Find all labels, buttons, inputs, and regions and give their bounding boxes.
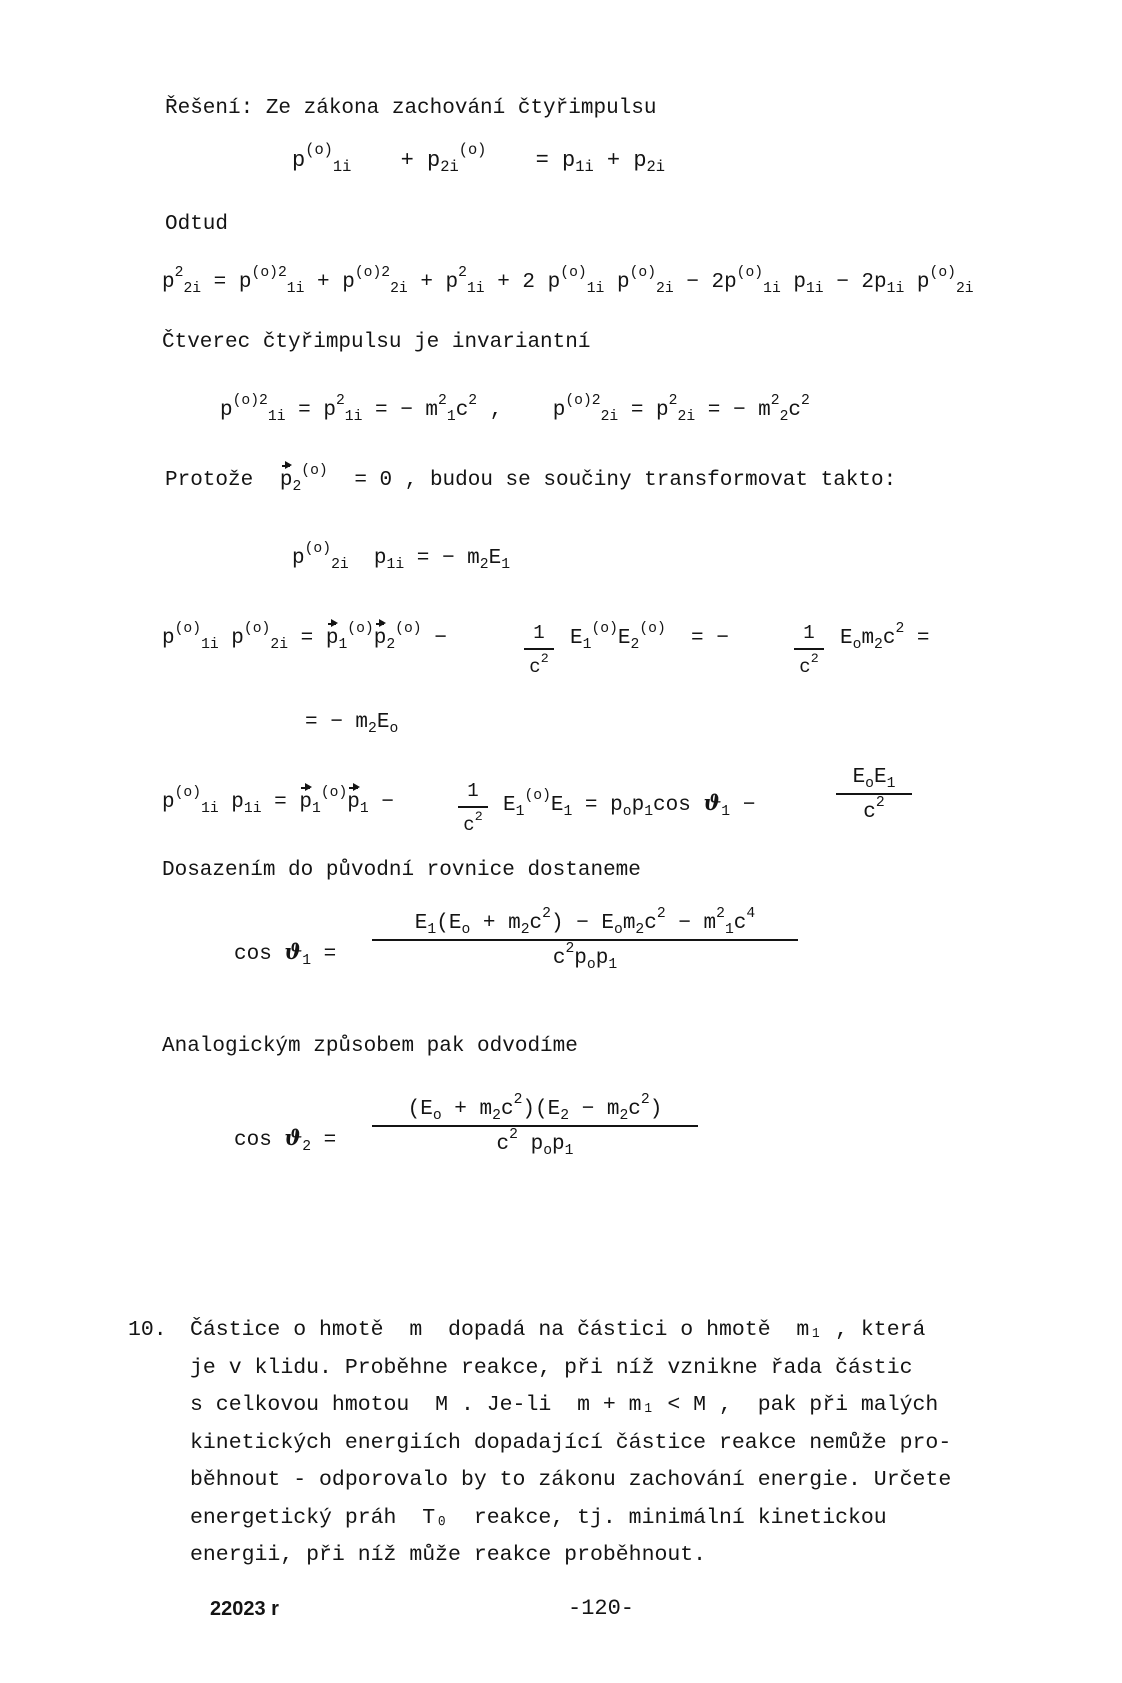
problem-text <box>190 1312 1090 1575</box>
equation-product-2-rest: $E_1^{(o)}E_2^{(o)}$ = − <box>570 620 729 654</box>
equation-product-2-end: $E_om_2c^2$ = <box>840 620 930 654</box>
fraction-one-over-c2-c: 1 $c^2$ <box>458 780 488 836</box>
equation-invariant: $p^{(o)2}_{1i} = p^2_{1i}$ = − $m^2_1c^2$ , $p^{(o)2}_{2i} = p^2_{2i}$ = − $m^2_2c^2$ <box>220 392 810 426</box>
equation-product-2: $p^{(o)}_{1i}$ $p^{(o)}_{2i} = p_1^{(o)}p_2^{(o)}$ − <box>162 620 447 654</box>
cos-theta2-lhs: $\cos ϑ_2$ = <box>234 1125 337 1156</box>
problem-line: běhnout - odporovalo by to zákonu zachování energie. Určete <box>190 1468 952 1492</box>
fraction-one-over-c2-b: 1 $c^2$ <box>794 622 824 678</box>
problem-line: energii, při níž může reakce proběhnout. <box>190 1543 707 1567</box>
print-code: 22023 r <box>210 1598 279 1620</box>
problem-number: 10. <box>128 1318 167 1342</box>
invariant-label: Čtverec čtyřimpulsu je invariantní <box>162 331 591 354</box>
solution-intro: Řešení: Ze zákona zachování čtyřimpulsu <box>165 97 657 120</box>
equation-product-3-rest: $E_1^{(o)}E_1 = p_op_1\cos$ $ϑ_1$ − <box>503 787 756 821</box>
page-number: -120- <box>568 1596 635 1621</box>
analog-label: Analogickým způsobem pak odvodíme <box>162 1035 578 1058</box>
fraction-one-over-c2-a: 1 $c^2$ <box>524 622 554 678</box>
equation-expanded: $p^2_{2i} = p^{(o)2}_{1i} + p^{(o)2}_{2i} + p^2_{1i} + 2$ $p^{(o)}_{1i}$ $p^{(o)}_{2i} - 2p^{(o)}_{1i}$ $p_{1i} - 2p_{1i}$ $p^{(o)}_{2i}$ <box>162 264 974 298</box>
equation-product-1: $p^{(o)}_{2i}$ $p_{1i}$ = − $m_2E_1$ <box>292 540 511 574</box>
odtud-label: Odtud <box>165 213 229 236</box>
equation-product-3: $p^{(o)}_{1i}$ $p_{1i} = p_1^{(o)}p_1$ − <box>162 784 394 818</box>
cos-theta1-fraction: $E_1(E_o + m_2c^2) - E_om_2c^2 - m^2_1c^4$ $c^2p_op_1$ <box>372 912 798 970</box>
problem-line: kinetických energiích dopadající částice reakce nemůže pro- <box>190 1430 952 1455</box>
cos-theta2-fraction: $(E_o + m_2c^2)(E_2 - m_2c^2)$ $c^2$ $p_op_1$ <box>372 1098 698 1156</box>
fraction-EoE1-over-c2: $E_oE_1$ $c^2$ <box>836 766 912 824</box>
equation-conservation: $p^{(o)}_{1i} + p_{2i}^{(o)} = p_{1i} + p_{2i}$ <box>292 141 666 177</box>
equation-product-2-result: = − $m_2E_o$ <box>305 711 399 738</box>
problem-line: Částice o hmotě m dopadá na částici o hmotě m₁ , která <box>190 1318 926 1342</box>
problem-line: je v klidu. Proběhne reakce, při níž vznikne řada částic <box>190 1355 913 1380</box>
problem-line: s celkovou hmotou M . Je-li m + m₁ < M , pak při malých <box>190 1393 939 1417</box>
substitution-label: Dosazením do původní rovnice dostaneme <box>162 859 641 882</box>
problem-line: energetický práh T₀ reakce, tj. minimální kinetickou <box>190 1505 887 1530</box>
protoze-line: Protože $p_2^{(o)} = 0$ , budou se součiny transformovat takto: <box>165 462 897 496</box>
cos-theta1-lhs: $\cos ϑ_1$ = <box>234 939 337 970</box>
